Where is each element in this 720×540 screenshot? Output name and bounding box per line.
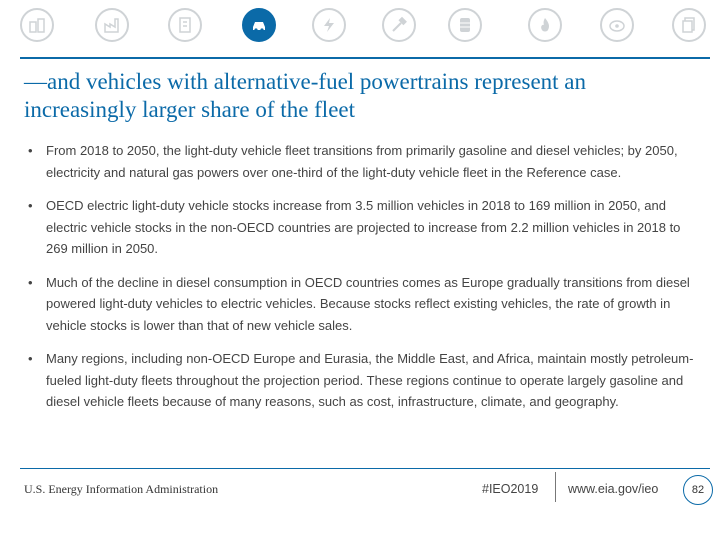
bullet-text: OECD electric light-duty vehicle stocks increase from 3.5 million vehicles in 2018 to 169 million in 2050, and electric vehicle stocks in the non-OECD countries are projected to increase from 2.2 million vehicles in 2018 to 269 million in 2050. <box>46 198 681 256</box>
buildings-icon[interactable] <box>20 8 54 42</box>
co2-icon[interactable] <box>600 8 634 42</box>
bullet-text: Much of the decline in diesel consumption in OECD countries comes as Europe gradually transitions from diesel powered light-duty vehicles to electric vehicles. Because stocks reflect existing vehicles, the rate of growth in vehicle stocks is lower than that of new vehicle sales. <box>46 274 690 333</box>
footer-divider <box>20 468 710 469</box>
bullet-marker: • <box>28 198 33 213</box>
topic-icon-bar <box>20 8 710 48</box>
footer-separator <box>555 472 556 502</box>
bullet-item <box>28 272 698 337</box>
header-divider <box>20 57 710 59</box>
commercial-building-icon[interactable] <box>168 8 202 42</box>
bullet-item <box>28 140 698 183</box>
bullet-marker: • <box>28 143 33 158</box>
lightning-bolt-icon[interactable] <box>312 8 346 42</box>
bullet-item <box>28 348 698 413</box>
flame-icon[interactable] <box>528 8 562 42</box>
car-icon[interactable] <box>242 8 276 42</box>
documents-icon[interactable] <box>672 8 706 42</box>
bullet-text: From 2018 to 2050, the light-duty vehicle fleet transitions from primarily gasoline and diesel vehicles; by 2050, electricity and natural gas powers over one-third of the light-duty vehicle fleet in the Reference case. <box>46 143 678 180</box>
slide-title: —and vehicles with alternative-fuel powertrains represent an increasingly larger share of the fleet <box>24 69 586 122</box>
oil-barrel-icon[interactable] <box>448 8 482 42</box>
bullet-item <box>28 195 698 260</box>
page-number: 82 <box>691 484 705 496</box>
footer-hashtag: #IEO2019 <box>482 482 539 496</box>
page-number-badge <box>683 475 713 505</box>
hammer-icon[interactable] <box>382 8 416 42</box>
footer-url-link[interactable]: www.eia.gov/ieo <box>568 482 659 496</box>
industrial-icon[interactable] <box>95 8 129 42</box>
bullet-text: Many regions, including non-OECD Europe and Eurasia, the Middle East, and Africa, maintain mostly petroleum-fueled light-duty fleets throughout the projection period. These regions continue to operate largely gasoline and diesel vehicle fleets because of many reasons, such as cost, infrastructure, climate, and geography. <box>46 351 694 409</box>
bullet-marker: • <box>28 274 33 290</box>
footer-organization: U.S. Energy Information Administration <box>24 482 219 496</box>
bullet-marker: • <box>28 351 33 366</box>
bullet-list <box>28 140 698 425</box>
